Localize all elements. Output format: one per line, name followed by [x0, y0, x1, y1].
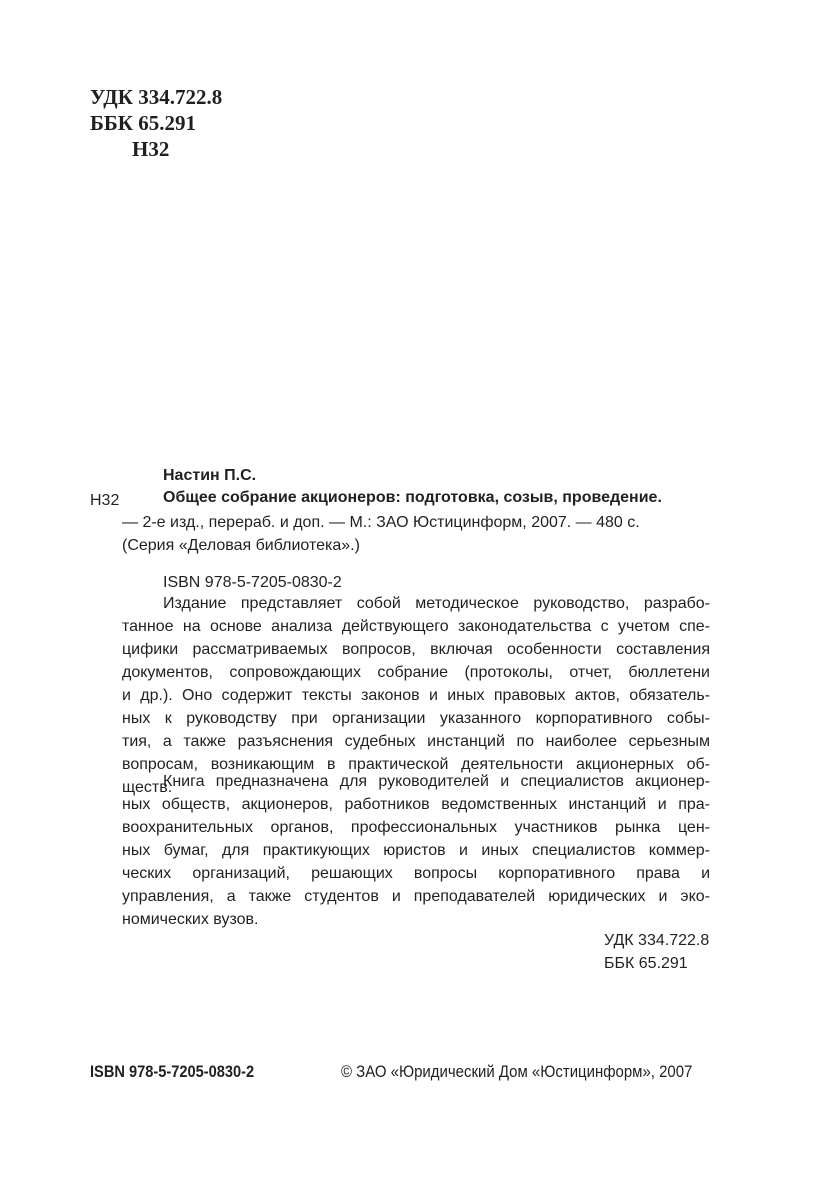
annotation-line: вопросам, возникающим в практической деятельности акционерных об-: [122, 756, 710, 773]
annotation-line: управления, а также студентов и преподавателей юридических и эко-: [122, 888, 710, 905]
annotation-line: цифики рассматриваемых вопросов, включая особенности составления: [122, 641, 710, 658]
annotation-line: ных бумаг, для практикующих юристов и иных специалистов коммер-: [122, 842, 710, 859]
card-isbn: ISBN 978-5-7205-0830-2: [163, 574, 342, 591]
card-series-line: (Серия «Деловая библиотека».): [122, 537, 360, 554]
annotation-line: танное на основе анализа действующего законодательства с учетом спе-: [122, 618, 710, 635]
annotation-line: ных обществ, акционеров, работников ведомственных инстанций и пра-: [122, 796, 710, 813]
annotation-line: ческих организаций, решающих вопросы корпоративного права и: [122, 865, 710, 882]
copyright-notice: © ЗАО «Юридический Дом «Юстицинформ», 2007: [341, 1062, 693, 1081]
isbn-footer: ISBN 978-5-7205-0830-2: [90, 1062, 255, 1081]
author-mark-top: Н32: [132, 137, 170, 161]
bbk-code-card: ББК 65.291: [604, 955, 688, 972]
annotation-line: номических вузов.: [122, 911, 259, 928]
annotation-line: воохранительных органов, профессиональных участников рынка цен-: [122, 819, 710, 836]
annotation-line: Книга предназначена для руководителей и специалистов акционер-: [163, 773, 710, 790]
udk-code-top: УДК 334.722.8: [90, 85, 223, 109]
annotation-paragraph-2: [122, 770, 710, 931]
annotation-line: ществ.: [122, 779, 173, 796]
annotation-line: ных к руководству при организации указанного корпоративного собы-: [122, 710, 710, 727]
annotation-paragraph-1: [122, 592, 710, 799]
annotation-line: и др.). Оно содержит тексты законов и иных правовых актов, обязатель-: [122, 687, 710, 704]
bbk-code-top: ББК 65.291: [90, 111, 196, 135]
card-title: Общее собрание акционеров: подготовка, созыв, проведение.: [163, 489, 662, 506]
card-imprint-line: — 2-е изд., перераб. и доп. — М.: ЗАО Юстицинформ, 2007. — 480 с.: [122, 514, 640, 531]
annotation-line: тия, а также разъяснения судебных инстанций по наиболее серьезным: [122, 733, 710, 750]
udk-code-card: УДК 334.722.8: [604, 932, 710, 949]
annotation-line: документов, сопровождающих собрание (протоколы, отчет, бюллетени: [122, 664, 710, 681]
card-author-mark: Н32: [90, 492, 120, 509]
annotation-line: Издание представляет собой методическое руководство, разрабо-: [163, 595, 710, 612]
card-author: Настин П.С.: [163, 467, 257, 484]
